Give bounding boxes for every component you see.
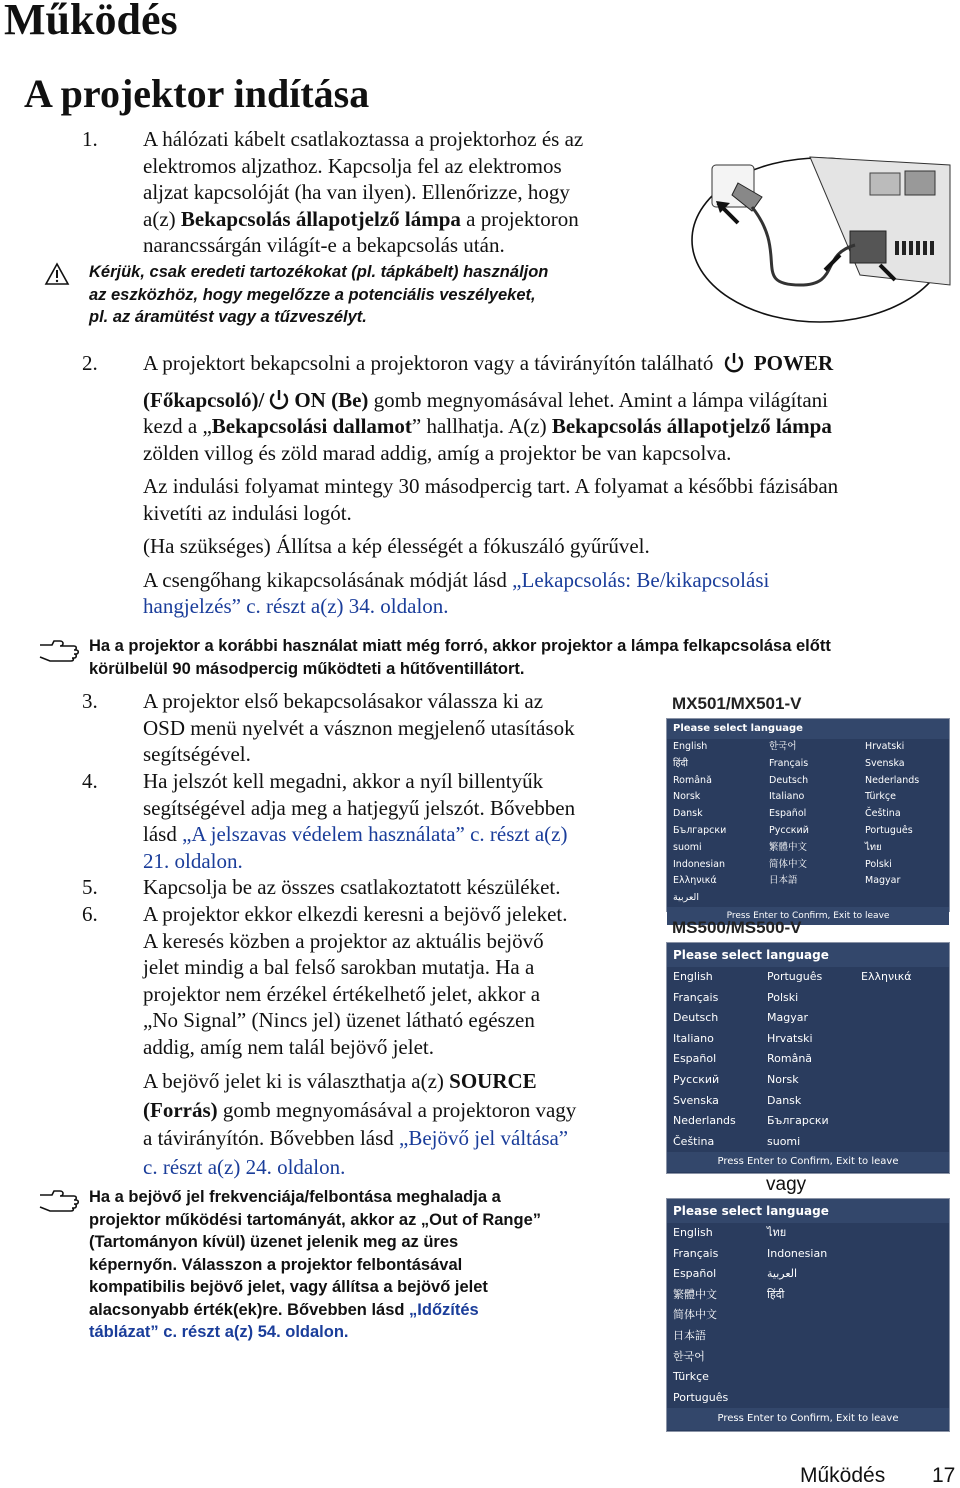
osd2-footer: Press Enter to Confirm, Exit to leave [667,1152,949,1172]
power-icon [722,351,746,375]
language-option[interactable] [855,1049,949,1070]
note-warm-projector: Ha a projektor a korábbi használat miatt még forró, akkor projektor a lámpa felkapcsolása előtt körülbelül 90 másodpercig működteti a hűtőventillátort. [89,637,831,678]
language-option[interactable]: Русский [769,824,809,836]
link-shutdown-beep-page[interactable]: hangjelzés” c. részt a(z) 34. oldalon. [143,594,449,618]
language-option[interactable]: suomi [767,1134,801,1148]
language-option[interactable]: Español [769,808,807,820]
language-option[interactable]: 日本語 [673,1328,706,1342]
language-option[interactable] [761,1326,949,1347]
language-option[interactable]: Magyar [865,875,901,887]
step3-number: 3. [82,689,98,713]
language-option[interactable]: Norsk [767,1072,799,1086]
language-option[interactable]: Svenska [865,757,905,769]
link-input-switch[interactable]: „Bejövő jel váltása” [399,1126,569,1150]
osd2-language-menu [666,942,950,1174]
osd1-language-menu [666,718,950,921]
language-option[interactable] [761,1367,949,1388]
language-option[interactable] [855,1070,949,1091]
language-option[interactable]: Norsk [673,791,701,803]
language-option[interactable]: Français [673,1246,719,1260]
language-option[interactable]: Svenska [673,1093,719,1107]
language-option[interactable]: Hrvatski [767,1031,813,1045]
step1-line: narancssárgán világít-e a bekapcsolás után. [143,233,505,257]
language-option[interactable]: 简体中文 [769,858,808,870]
language-option[interactable]: Français [673,990,719,1004]
or-label: vagy [766,1174,807,1195]
language-option[interactable]: ไทย [767,1226,787,1239]
language-option[interactable]: Indonesian [673,858,725,870]
language-option[interactable] [855,1091,949,1112]
step5-text: Kapcsolja be az összes csatlakoztatott készüléket. [143,875,561,899]
note-out-of-range: Ha a bejövő jel frekvenciája/felbontása meghaladja a projektor működési tartományát, akkor az „Out of Range” (Tartományon kívül) üzenet jelenik meg az üres képernyőn. Válasszon a projektor felbontásával kompatibilis bejövő jelet, vagy állítsa a bejövő jelet alacsonyabb érték(ek)re. Bővebben lásd „Időzítés táblázat” c. részt a(z) 54. oldalon. [89,1186,649,1344]
osd1-model-label: MX501/MX501-V [672,694,802,713]
language-option[interactable]: English [673,741,708,752]
language-option[interactable]: Русский [673,1072,720,1086]
warning-text: Kérjük, csak eredeti tartozékokat (pl. tápkábelt) használjon az eszközhöz, hogy megelőzze a potenciális veszélyeket, pl. az áramütést vagy a tűzveszélyt. [89,263,549,326]
step5-number: 5. [82,875,98,899]
language-option[interactable]: 日本語 [769,875,798,887]
language-option[interactable]: Čeština [865,808,901,820]
language-option[interactable] [855,1008,949,1029]
step6-number: 6. [82,902,98,926]
osd2-model-label: MS500/MS500-V [672,918,802,937]
note-hand-icon [38,637,82,663]
link-password-page[interactable]: 21. oldalon. [143,848,243,873]
language-option[interactable]: Dansk [673,808,703,820]
language-option[interactable]: Nederlands [865,774,920,786]
language-option[interactable]: हिंदी [673,757,689,769]
power-icon [267,388,291,412]
language-option[interactable]: Deutsch [769,774,809,786]
language-option[interactable]: Dansk [767,1093,802,1107]
language-option[interactable]: English [673,970,713,983]
language-option[interactable]: Polski [865,858,892,870]
language-option[interactable]: Português [865,824,913,836]
step1-line: aljzat kapcsolóját (ha van ilyen). Ellenőrizze, hogy [143,180,570,204]
language-option[interactable]: العربية [767,1267,798,1281]
link-password[interactable]: „A jelszavas védelem használata” c. részt a(z) [182,822,568,846]
language-option[interactable]: 한국어 [673,1349,705,1363]
language-option[interactable]: Español [673,1267,717,1281]
language-option[interactable]: ไทย [865,841,882,853]
link-timing-table-page[interactable]: táblázat” c. részt a(z) 54. oldalon. [89,1323,349,1341]
osd3-title: Please select language [667,1199,949,1223]
warning-icon [44,262,70,286]
language-option[interactable]: Español [673,1052,717,1066]
language-option[interactable]: Italiano [673,1031,714,1045]
step1-text [143,126,673,259]
step2-number: 2. [82,351,98,375]
step1-line: a(z) Bekapcsolás állapotjelző lámpa a projektoron [143,206,579,231]
language-option[interactable]: Čeština [673,1134,715,1148]
step1-line: elektromos aljzathoz. Kapcsolja fel az elektromos [143,153,562,178]
language-option[interactable]: 한국어 [769,741,797,752]
step6-text: A projektor ekkor elkezdi keresni a bejövő jeleket. A keresés közben a projektor az aktuális bejövő jelet mindig a bal felső sarokban mutatja. Ha a projektor nem érzékel értékelhető jelet, akkor a „No Signal” (Nincs jel) üzenet látható egészen addig, amíg nem talál bejövő jelet. A bejövő jelet ki is választhatja a(z) SOURCE (Forrás) gomb megnyomásával a projektoron vagy a távirányítón. Bővebben lásd „Bejövő jel váltása” c. részt a(z) 24. oldalon. [143,901,643,1180]
language-option[interactable]: العربية [673,892,699,904]
language-option[interactable]: English [673,1226,713,1239]
step4-number: 4. [82,769,98,793]
language-option[interactable]: Deutsch [673,1011,719,1025]
footer-title: Működés [800,1464,886,1487]
language-option[interactable]: Română [673,774,712,786]
link-shutdown-beep[interactable]: „Lekapcsolás: Be/kikapcsolási [512,567,770,592]
language-option[interactable]: 繁體中文 [769,841,808,853]
language-option[interactable]: Português [767,970,823,983]
osd3-footer: Press Enter to Confirm, Exit to leave [667,1408,949,1430]
language-option[interactable] [761,1305,949,1326]
language-option[interactable]: हिंदी [767,1287,785,1301]
language-option[interactable]: Português [673,1390,729,1404]
step2-text: A projektort bekapcsolni a projektoron vagy a távirányítón található POWER (Főkapcsoló)/ ON (Be) gomb megnyomásával lehet. Amint a lámpa világítani kezd a „Bekapcsolási dallamot” hallhatja. A(z) Bekapcsolás állapotjelző lámpa zölden villog és zöld marad addig, amíg a projektor be van kapcsolva. Az indulási folyamat mintegy 30 másodpercig tart. A folyamat a későbbi fázisában kivetíti az indulási logót. (Ha szükséges) Állítsa a kép élességét a fókuszáló gyűrűvel. A csengőhang kikapcsolásának módját lásd „Lekapcsolás: Be/kikapcsolási hangjelzés” c. részt a(z) 34. oldalon. [143,350,933,620]
link-input-switch-page[interactable]: c. részt a(z) 24. oldalon. [143,1154,346,1179]
language-option[interactable] [855,1029,949,1050]
language-option[interactable] [855,1132,949,1153]
language-option[interactable]: Türkçe [673,1370,709,1384]
language-option[interactable]: suomi [673,841,702,853]
language-option[interactable] [761,1347,949,1368]
language-option[interactable] [855,988,949,1009]
step3-text: A projektor első bekapcsolásakor válassza ki az OSD menü nyelvét a vásznon megjelenő utasítások segítségével. [143,689,575,766]
language-option[interactable]: Nederlands [673,1114,736,1128]
language-option[interactable]: Magyar [767,1011,808,1025]
language-option[interactable]: Français [769,757,809,769]
language-option[interactable]: Български [767,1114,829,1128]
osd1-footer: Press Enter to Confirm, Exit to leave [667,907,949,925]
step4-text: Ha jelszót kell megadni, akkor a nyíl billentyűk segítségével adja meg a hatjegyű jelszót. Bővebben lásd „A jelszavas védelem használata” c. részt a(z) 21. oldalon. [143,768,643,874]
language-option[interactable] [855,1111,949,1132]
language-option[interactable]: 繁體中文 [673,1287,717,1301]
link-timing-table[interactable]: „Időzítés [409,1300,479,1319]
step1-line: A hálózati kábelt csatlakoztassa a projektorhoz és az [143,127,584,151]
osd2-title: Please select language [667,943,949,967]
language-option[interactable]: Ελληνικά [861,970,912,983]
osd3-language-menu [666,1198,950,1432]
language-option[interactable] [761,1388,949,1409]
language-option[interactable]: Indonesian [767,1246,828,1260]
step1-number: 1. [82,127,98,151]
language-option[interactable]: Italiano [769,791,805,803]
page-number: 17 [932,1464,956,1487]
chapter-title: Működés [4,0,178,44]
language-option[interactable]: Polski [767,990,799,1004]
language-option[interactable]: 简体中文 [673,1308,717,1322]
language-option[interactable]: Ελληνικά [673,875,717,887]
language-option[interactable]: Türkçe [865,791,896,803]
language-option[interactable]: Български [673,824,727,836]
language-option[interactable]: Hrvatski [865,741,905,752]
note-hand-icon [38,1187,82,1213]
osd1-title: Please select language [667,719,949,739]
section-title: A projektor indítása [24,71,370,116]
language-option[interactable]: Română [767,1052,813,1066]
power-cord-illustration [690,145,955,330]
